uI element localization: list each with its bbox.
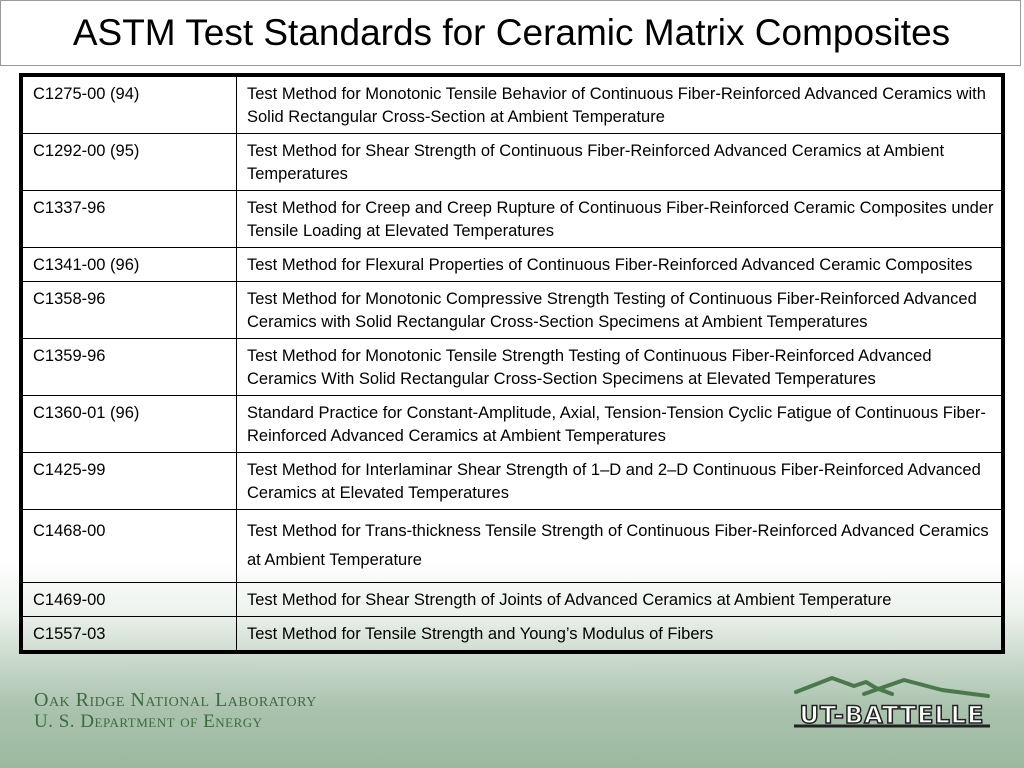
standard-description: Test Method for Tensile Strength and Young’s Modulus of Fibers — [237, 617, 1002, 651]
page-title: ASTM Test Standards for Ceramic Matrix Composites — [72, 12, 951, 53]
standard-code: C1468-00 — [23, 510, 237, 583]
standards-table — [22, 76, 1002, 651]
standard-description: Test Method for Shear Strength of Continuous Fiber-Reinforced Advanced Ceramics at Ambient Temperatures — [237, 134, 1002, 191]
standard-description: Test Method for Trans-thickness Tensile Strength of Continuous Fiber-Reinforced Advanced Ceramics at Ambient Temperature — [237, 510, 1002, 583]
standard-code: C1425-99 — [23, 453, 237, 510]
ut-battelle-logo-text: UT-BATTELLE — [799, 701, 985, 729]
standard-description: Test Method for Shear Strength of Joints of Advanced Ceramics at Ambient Temperature — [237, 583, 1002, 617]
standard-description: Test Method for Flexural Properties of Continuous Fiber-Reinforced Advanced Ceramic Composites — [237, 248, 1002, 282]
standard-description: Test Method for Monotonic Compressive Strength Testing of Continuous Fiber-Reinforced Advanced Ceramics with Solid Rectangular Cross-Section Specimens at Ambient Temperatures — [237, 282, 1002, 339]
footer-lab-name: Oak Ridge National Laboratory — [34, 689, 317, 711]
standard-code: C1358-96 — [23, 282, 237, 339]
standard-description: Standard Practice for Constant-Amplitude, Axial, Tension-Tension Cyclic Fatigue of Continuous Fiber-Reinforced Advanced Ceramics at Ambient Temperatures — [237, 396, 1002, 453]
table-row — [23, 282, 1002, 339]
standard-description: Test Method for Monotonic Tensile Behavior of Continuous Fiber-Reinforced Advanced Ceramics with Solid Rectangular Cross-Section at Ambient Temperature — [237, 77, 1002, 134]
table-row — [23, 583, 1002, 617]
standards-table-frame — [19, 73, 1005, 654]
standard-code: C1557-03 — [23, 617, 237, 651]
table-row — [23, 510, 1002, 583]
standard-code: C1337-96 — [23, 191, 237, 248]
table-row — [23, 396, 1002, 453]
standard-code: C1275-00 (94) — [23, 77, 237, 134]
standard-description: Test Method for Interlaminar Shear Strength of 1–D and 2–D Continuous Fiber-Reinforced Advanced Ceramics at Elevated Temperatures — [237, 453, 1002, 510]
table-row — [23, 77, 1002, 134]
standard-description: Test Method for Creep and Creep Rupture of Continuous Fiber-Reinforced Ceramic Composites under Tensile Loading at Elevated Temperatures — [237, 191, 1002, 248]
table-row — [23, 617, 1002, 651]
standard-code: C1292-00 (95) — [23, 134, 237, 191]
table-row — [23, 248, 1002, 282]
standard-code: C1341-00 (96) — [23, 248, 237, 282]
standard-description: Test Method for Monotonic Tensile Strength Testing of Continuous Fiber-Reinforced Advanced Ceramics With Solid Rectangular Cross-Section Specimens at Elevated Temperatures — [237, 339, 1002, 396]
standard-code: C1469-00 — [23, 583, 237, 617]
table-row — [23, 191, 1002, 248]
table-row — [23, 453, 1002, 510]
table-row — [23, 339, 1002, 396]
footer-doe-name: U. S. Department of Energy — [34, 711, 263, 732]
standard-code: C1360-01 (96) — [23, 396, 237, 453]
standard-code: C1359-96 — [23, 339, 237, 396]
table-row — [23, 134, 1002, 191]
title-box — [0, 0, 1021, 66]
